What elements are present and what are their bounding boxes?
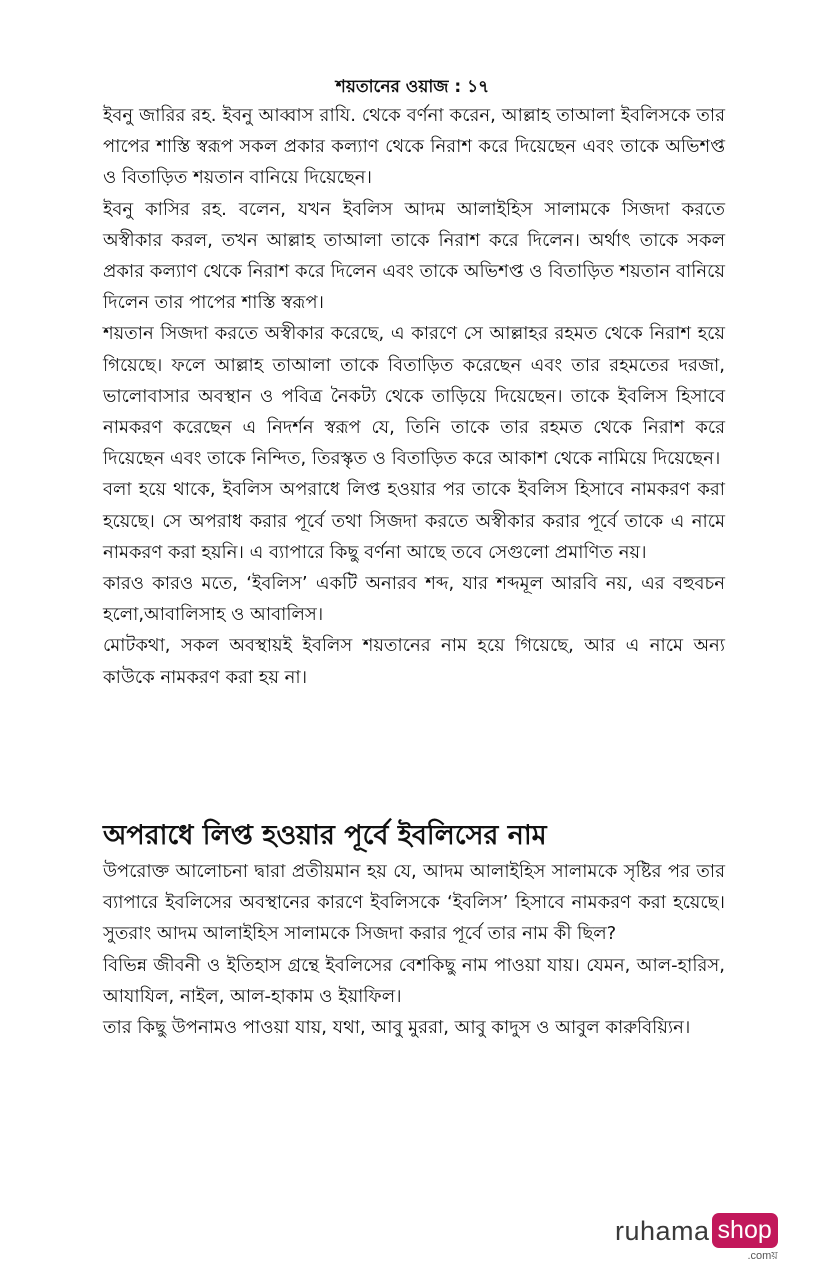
- logo-shop-box: [712, 1213, 778, 1262]
- paragraph-ibn-kasir: ইবনু কাসির রহ. বলেন, যখন ইবলিস আদম আলাইহিস সালামকে সিজদা করতে অস্বীকার করল, তখন আল্লাহ তাআলা তাকে নিরাশ করে দিলেন। অর্থাৎ তাকে সকল প্রকার কল্যাণ থেকে নিরাশ করে দিলেন এবং তাকে অভিশপ্ত ও বিতাড়িত শয়তান বানিয়ে দিলেন তার পাপের শাস্তি স্বরূপ।: [103, 198, 725, 314]
- running-header: শয়তানের ওয়াজ : ১৭: [335, 77, 490, 97]
- paragraph-names: বিভিন্ন জীবনী ও ইতিহাস গ্রন্থে ইবলিসের বেশকিছু নাম পাওয়া যায়। যেমন, আল-হারিস, আযাযিল, নাইল, আল-হাকাম ও ইয়াফিল।: [103, 954, 725, 1007]
- ruhamashop-logo: [615, 1213, 778, 1265]
- logo-box-text: shop: [717, 1216, 772, 1244]
- paragraph-ibn-jarir: ইবনু জারির রহ. ইবনু আব্বাস রাযি. থেকে বর্ণনা করেন, আল্লাহ তাআলা ইবলিসকে তার পাপের শাস্তি স্বরূপ সকল প্রকার কল্যাণ থেকে নিরাশ করে দিয়েছেন এবং তাকে অভিশপ্ত ও বিতাড়িত শয়তান বানিয়ে দিয়েছেন।: [103, 105, 725, 189]
- paragraph-nicknames: তার কিছু উপনামও পাওয়া যায়, যথা, আবু মুররা, আবু কাদুস ও আবুল কারুবিয়্যিন।: [103, 1017, 691, 1039]
- logo-word: ruhama: [615, 1216, 710, 1246]
- paragraph-summary: মোটকথা, সকল অবস্থায়ই ইবলিস শয়তানের নাম হয়ে গিয়েছে, আর এ নামে অন্য কাউকে নামকরণ করা হয় না।: [103, 635, 725, 688]
- body-text: [103, 100, 725, 693]
- section-heading: অপরাধে লিপ্ত হওয়ার পূর্বে ইবলিসের নাম: [103, 820, 547, 851]
- paragraph-non-arabic: কারও কারও মতে, ‘ইবলিস’ একটি অনারব শব্দ, যার শব্দমূল আরবি নয়, এর বহুবচন হলো,আবালিসাহ ও আবালিস।: [103, 573, 725, 626]
- paragraph-naming: বলা হয়ে থাকে, ইবলিস অপরাধে লিপ্ত হওয়ার পর তাকে ইবলিস হিসাবে নামকরণ করা হয়েছে। সে অপরাধ করার পূর্বে তথা সিজদা করতে অস্বীকার করার পূর্বে তাকে এ নামে নামকরণ করা হয়নি। এ ব্যাপারে কিছু বর্ণনা আছে তবে সেগুলো প্রমাণিত নয়।: [103, 479, 725, 563]
- paragraph-refusal: শয়তান সিজদা করতে অস্বীকার করেছে, এ কারণে সে আল্লাহর রহমত থেকে নিরাশ হয়ে গিয়েছে। ফলে আল্লাহ তাআলা তাকে বিতাড়িত করেছেন এবং তার রহমতের দরজা, ভালোবাসার অবস্থান ও পবিত্র নৈকট্য থেকে তাড়িয়ে দিয়েছেন। তাকে ইবলিস হিসাবে নামকরণ করেছেন এ নিদর্শন স্বরূপ যে, তিনি তাকে তার রহমত থেকে নিরাশ করে দিয়েছেন এবং তাকে নিন্দিত, তিরস্কৃত ও বিতাড়িত করে আকাশ থেকে নামিয়ে দিয়েছেন।: [103, 323, 725, 470]
- logo-suffix: .comয়: [747, 1250, 778, 1262]
- paragraph-question: উপরোক্ত আলোচনা দ্বারা প্রতীয়মান হয় যে, আদম আলাইহিস সালামকে সৃষ্টির পর তার ব্যাপারে ইবলিসের অবস্থানের কারণে ইবলিসকে ‘ইবলিস’ হিসাবে নামকরণ করা হয়েছে। সুতরাং আদম আলাইহিস সালামকে সিজদা করার পূর্বে তার নাম কী ছিল?: [103, 861, 725, 945]
- section-text: [103, 856, 725, 1043]
